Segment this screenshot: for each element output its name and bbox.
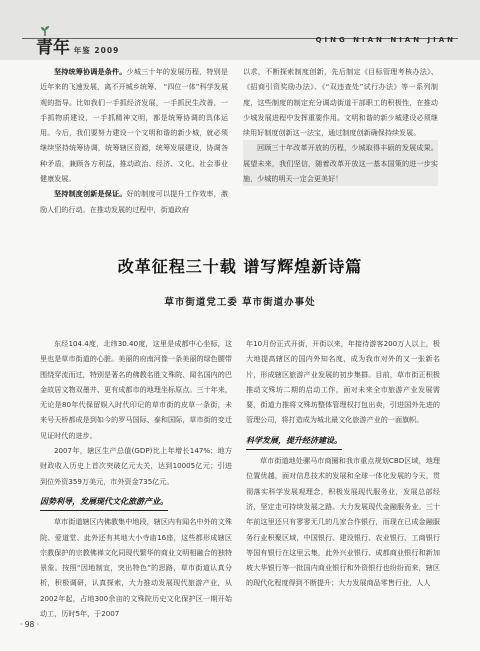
header-romanized: QING NIAN NIAN JIAN xyxy=(315,36,456,44)
header-logo xyxy=(36,33,119,58)
article-byline: 草市街道党工委 草市街道办事处 xyxy=(164,297,316,308)
paragraph: 草市街道辖区内佛教集中地段，辖区内有闻名中外的文殊院、爱道堂、此外还有其地大小寺庙16座，这些都形成辖区宗教保护的宗教佛禅文化同现代繁华的商业文明相融合的独特景象。按照“因地制宜，突出特色”的思路，草市街道认真分析，积极调研，认真探索，大力推动发展现代旅游产业，从2002年起，占地300余亩的文殊院历史文化保护区一期开始动工，历时5年，于2007 xyxy=(40,517,232,619)
page-number: · 98 · xyxy=(20,620,40,629)
logo-small-text: 年鉴 2009 xyxy=(73,46,120,55)
top-left-column xyxy=(40,64,228,217)
paragraph-text: 少城三十年的发展历程，特别是近年来的飞速发展，离不开城乡统筹、 “四位一体”科学发展观的指导。比如我们一手抓经济发展，一手抓民生改善，一手抓物质建设，一手抓精神文明，都是统筹协调的具体运用。今后，我们要努力建设一个文明和谐的新少城，就必须继续坚持统筹协调，统筹辖区资源，统筹发展建设，协调各种矛盾，兼顾各方利益，推动政治、经济、文化、社会事业健康发展。 xyxy=(40,67,229,184)
paragraph-text: 好的制度可以提升工作效率，激励人们的行动。在推动发展的过程中，街道政府 xyxy=(40,189,229,214)
logo-big-text: 青年 xyxy=(36,38,70,58)
paragraph-lead: 坚持统筹协调是条件。 xyxy=(54,67,127,76)
bottom-right-column xyxy=(246,336,440,591)
paragraph xyxy=(40,64,228,186)
article-title: 改革征程三十载 谱写辉煌新诗篇 xyxy=(117,257,363,276)
section-subhead: 因势利导，发展现代文化旅游产业。 xyxy=(40,494,168,511)
paragraph: 回顾三十年改革开放的历程，少城取得丰硕的发展成果。展望未来，我们坚信，随着改革开放这一基本国策的进一步实施，少城的明天一定会更美好！ xyxy=(243,140,438,186)
paragraph xyxy=(40,186,228,217)
paragraph: 以求，不断探索制度创新，先后制定《目标管理考核办法》、《招商引资奖励办法》、《“双违查处”试行办法》等一系列制度，这些制度的制定充分调动街道干部职工的积极性，在推动少城发展进程中发挥重要作用。文明和谐的新少城建设必须继续用好制度创新这一法宝，通过制度创新确保持续发展。 xyxy=(243,67,438,138)
paragraph: 东经104.4度，北纬30.40度，这里是成都中心坐标，这里也是草市街道的心脏。美丽的府南河像一条美丽的绿色腰带围绕穿流而过，特别是著名的佛教名胜文殊院、闻名国内的巴金故居文物双墨井、更有成都市的地理坐标原点。三十年来，无论是80年代保留娱入时代印记的草市街的皮草一条街，未来号天桥都成是到如今的罗马国际、泰和国际，草市街的变迁见证时代的进步。 xyxy=(40,339,232,440)
paragraph-lead: 坚持制度创新是保证。 xyxy=(54,189,127,199)
section-subhead: 科学发展，提升经济建设。 xyxy=(246,433,342,450)
paragraph: 年10月份正式开街，开街以来，年接待游客200万人以上，极大地提高辖区的国内外知名度，成为我市对外的又一张新名片，形成辖区旅游产业发展的初步集群。目前，草市街正积极推动文殊坊二期的启动工作，面对未来全市旅游产业发展需要，街道力推将文殊坊整体管理权打包出卖，引进国外先进的管理公司，将打造成为城北最文化旅游产业的一面旗帜。 xyxy=(246,339,440,425)
top-right-column xyxy=(243,64,438,186)
bottom-left-column xyxy=(40,336,232,621)
paragraph: 2007年，辖区生产总值(GDP)比上年增长147%；地方财政收入历史上首次突破亿元大关，达到10005亿元；引进到位外资359万美元，市外资金735亿元。 xyxy=(40,446,232,486)
paragraph: 草市街道地处骡马市商圈和我市重点规划CBD区域，地理位置优越，面对信息技术的发展和全球一体化发展的今天，贯彻落实科学发展观理念，积极发展现代服务业，发展总部经济，坚定走可持续发展之路。大力发展现代金融服务业。三十年前这里还只有寥寥无几的几家合作银行，而现在已成金融服务行业积聚区域，中国银行、建设银行、农业银行、工商银行等国有银行在这里云集，此外兴业银行、成都商业银行和新加坡大华银行等一批国内商业银行和外资银行也纷纷而来，辖区的现代化程度得到不断提升；大力发展商品零售行业，人人 xyxy=(246,456,440,588)
